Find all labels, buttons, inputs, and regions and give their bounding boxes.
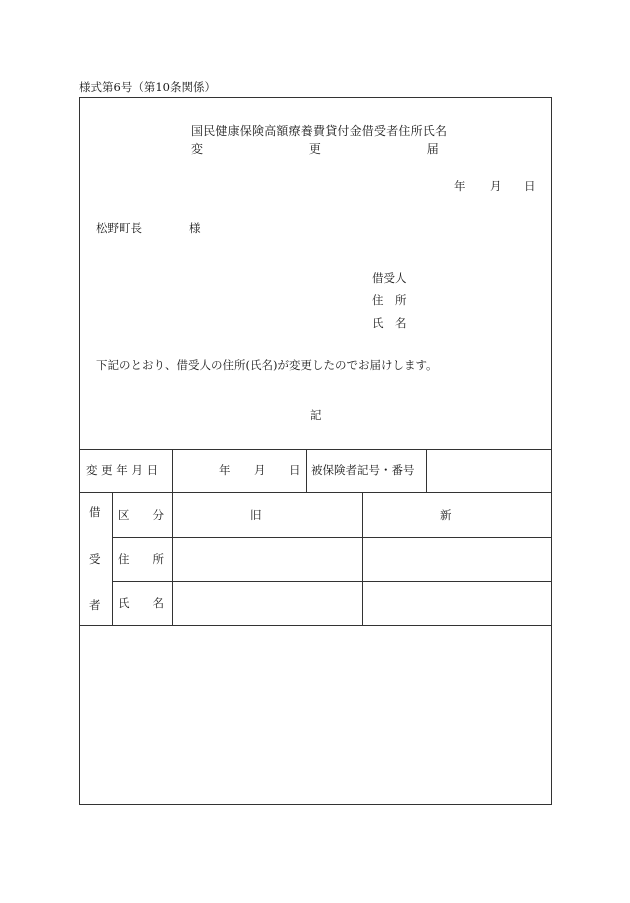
form-number-label: 様式第6号（第10条関係） [79,80,216,94]
old-address-field[interactable] [176,540,358,578]
change-date-month[interactable]: 月 [254,463,266,477]
change-date-year[interactable]: 年 [219,463,231,477]
table-bottom-rule [79,625,552,626]
name-row-label: 氏 名 [118,596,164,610]
borrower-char-3: 者 [89,598,101,612]
borrower-char-1: 借 [89,505,101,519]
insured-number-field[interactable] [430,452,548,488]
old-header: 旧 [250,508,262,522]
table-row-rule-2 [112,537,552,538]
table-row-rule-1 [79,492,552,493]
title-char-1: 変 [191,142,204,156]
submission-date-year[interactable]: 年 [454,179,466,193]
applicant-borrower-label: 借受人 [372,271,407,285]
category-header: 区 分 [118,508,164,522]
table-row-rule-3 [112,581,552,582]
table-top-rule [79,449,552,450]
insured-number-label: 被保険者記号・番号 [311,463,415,477]
table-col-rule-d [112,492,113,625]
form-title-line1: 国民健康保険高額療養費貸付金借受者住所氏名 [191,124,448,138]
change-date-label: 変 更 年 月 日 [86,463,159,477]
borrower-char-2: 受 [89,552,101,566]
applicant-address-label[interactable]: 住 所 [372,293,407,307]
addressee-name: 松野町長 [96,221,142,235]
table-col-rule-b [306,449,307,492]
address-row-label: 住 所 [118,552,164,566]
table-col-rule-e [172,492,173,625]
remarks-area[interactable] [80,627,550,803]
new-address-field[interactable] [366,540,548,578]
form-title-line2 [191,143,439,155]
ki-heading: 記 [310,408,322,422]
title-char-3: 届 [426,142,439,156]
statement-text: 下記のとおり、借受人の住所(氏名)が変更したのでお届けします。 [96,358,438,372]
title-char-2: 更 [308,142,322,156]
new-header: 新 [440,508,452,522]
table-col-rule-c [426,449,427,492]
submission-date-day[interactable]: 日 [524,179,536,193]
table-col-rule-a [172,449,173,492]
change-date-day[interactable]: 日 [289,463,301,477]
addressee-honorific: 様 [189,221,201,235]
new-name-field[interactable] [366,584,548,622]
applicant-name-label[interactable]: 氏 名 [372,316,407,330]
table-col-rule-f [362,492,363,625]
old-name-field[interactable] [176,584,358,622]
submission-date-month[interactable]: 月 [490,179,502,193]
